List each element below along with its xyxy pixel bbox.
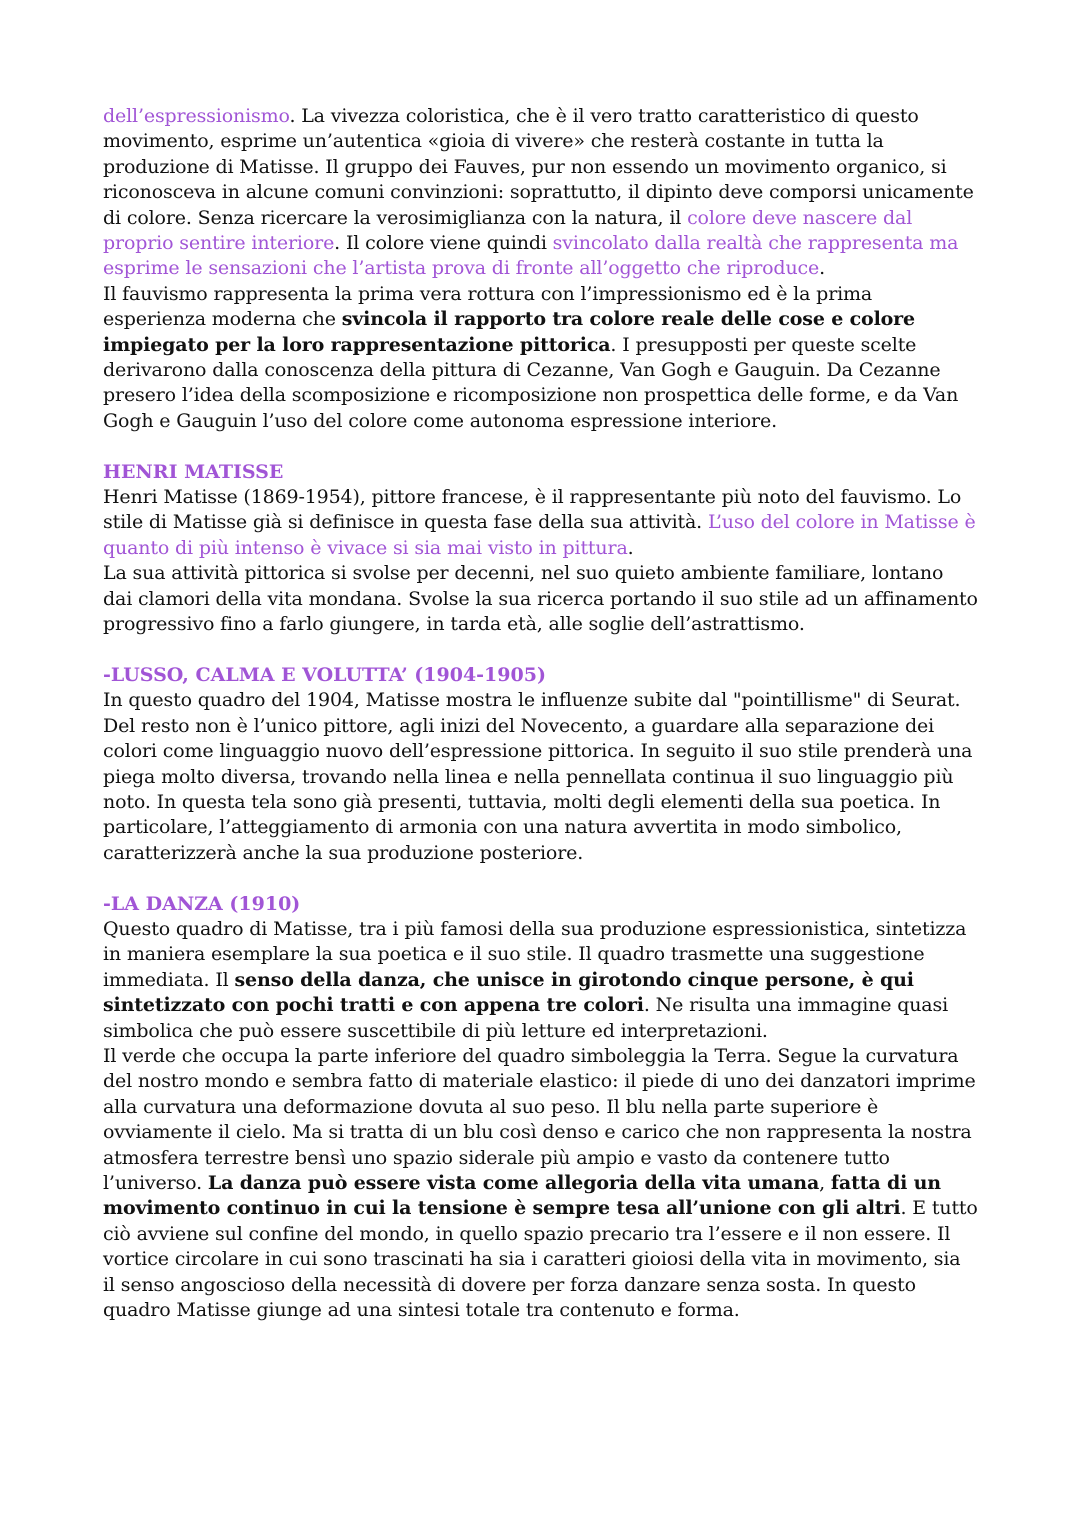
section-heading-danza: -LA DANZA (1910): [103, 892, 301, 915]
bold-text: senso della danza, che unisce in girotondo cinque persone, è qui sintetizzato con pochi tratti e con appena tre colori: [103, 968, 914, 1017]
body-text: .: [819, 257, 826, 280]
body-text: . I presupposti per queste scelte derivarono dalla conoscenza della pittura di Cezanne, Van Gogh e Gauguin. Da Cezanne presero l’idea della scomposizione e ricomposizione non prospettica delle forme, e da Van Gogh e Gauguin l’uso del colore come autonoma espressione interiore.: [103, 333, 959, 432]
fauvism-rupture-paragraph: [103, 282, 978, 434]
highlight-text: L’uso del colore in Matisse è quanto di più intenso è vivace si sia mai visto in pittura: [103, 511, 976, 559]
body-text: Il verde che occupa la parte inferiore del quadro simboleggia la Terra. Segue la curvatura del nostro mondo e sembra fatto di materiale elastico: il piede di uno dei danzatori imprime alla curvatura una deformazione dovuta al suo peso. Il blu nella parte superiore è ovviamente il cielo. Ma si tratta di un blu così denso e carico che non rappresenta la nostra atmosfera terrestre bensì uno spazio siderale più ampio e vasto da contenere tutto l’universo.: [103, 1044, 976, 1195]
danza-analysis-paragraph: [103, 1044, 978, 1323]
bold-text: svincola il rapporto tra colore reale delle cose e colore impiegato per la loro rappresentazione pittorica: [103, 308, 915, 356]
body-text: .: [627, 536, 634, 559]
section-heading-henri-matisse: HENRI MATISSE: [103, 460, 284, 483]
highlight-text: dell’espressionismo: [103, 105, 290, 127]
body-text: Henri Matisse (1869-1954), pittore francese, è il rappresentante più noto del fauvismo. Lo stile di Matisse già si definisce in questa fase della sua attività.: [103, 486, 962, 534]
fauvism-intro-paragraph: [103, 104, 978, 282]
section-heading-lusso: -LUSSO, CALMA E VOLUTTA’ (1904-1905): [103, 663, 546, 686]
body-text: . E tutto ciò avviene sul confine del mondo, in quello spazio precario tra l’essere e il non essere. Il vortice circolare in cui sono trascinati ha sia i caratteri gioiosi della vita in movimento, sia il senso angoscioso della necessità di dovere per forza danzare senza sosta. In questo quadro Matisse giunge ad una sintesi totale tra contenuto e forma.: [103, 1197, 978, 1322]
body-text: . Il colore viene quindi: [334, 232, 553, 255]
lusso-paragraph: In questo quadro del 1904, Matisse mostra le influenze subite dal "pointillisme" di Seurat. Del resto non è l’unico pittore, agli inizi del Novecento, a guardare alla separazione dei colori come linguaggio nuovo dell’espressione pittorica. In seguito il suo stile prenderà una piega molto diversa, trovando nella linea e nella pennellata continua il suo linguaggio più noto. In questa tela sono già presenti, tuttavia, molti degli elementi della sua poetica. In particolare, l’atteggiamento di armonia con una natura avvertita in modo simbolico, caratterizzerà anche la sua produzione posteriore.: [103, 689, 973, 864]
matisse-activity-paragraph: La sua attività pittorica si svolse per decenni, nel suo quieto ambiente familiare, lontano dai clamori della vita mondana. Svolse la sua ricerca portando il suo stile ad un affinamento progressivo fino a farlo giungere, in tarda età, alle soglie dell’astrattismo.: [103, 562, 978, 636]
section-spacer: [103, 866, 978, 891]
body-text: Questo quadro di Matisse, tra i più famosi della sua produzione espressionistica, sintetizza in maniera esemplare la sua poetica e il suo stile. Il quadro trasmette una suggestione immediata. Il: [103, 917, 967, 991]
body-text: ,: [819, 1172, 831, 1195]
section-spacer: [103, 434, 978, 459]
highlight-text: colore deve nascere dal proprio sentire interiore: [103, 206, 913, 255]
bold-text: fatta di un movimento continuo in cui la tensione è sempre tesa all’unione con gli altri: [103, 1172, 941, 1220]
bold-text: La danza può essere vista come allegoria della vita umana: [207, 1172, 820, 1195]
document-page: [103, 104, 978, 1323]
highlight-text: svincolato dalla realtà che rappresenta ma esprime le sensazioni che l’artista prova di fronte all’oggetto che riproduce: [103, 232, 959, 280]
body-text: . Ne risulta una immagine quasi simbolica che può essere suscettibile di più letture ed interpretazioni.: [103, 994, 949, 1042]
matisse-bio-paragraph: [103, 485, 978, 561]
section-spacer: [103, 638, 978, 663]
danza-intro-paragraph: [103, 917, 978, 1044]
body-text: Il fauvismo rappresenta la prima vera rottura con l’impressionismo ed è la prima esperienza moderna che: [103, 282, 873, 331]
body-text: . La vivezza coloristica, che è il vero tratto caratteristico di questo movimento, esprime un’autentica «gioia di vivere» che resterà costante in tutta la produzione di Matisse. Il gruppo dei Fauves, pur non essendo un movimento organico, si riconosceva in alcune comuni convinzioni: soprattutto, il dipinto deve comporsi unicamente di colore. Senza ricercare la verosimiglianza con la natura, il: [103, 105, 974, 229]
